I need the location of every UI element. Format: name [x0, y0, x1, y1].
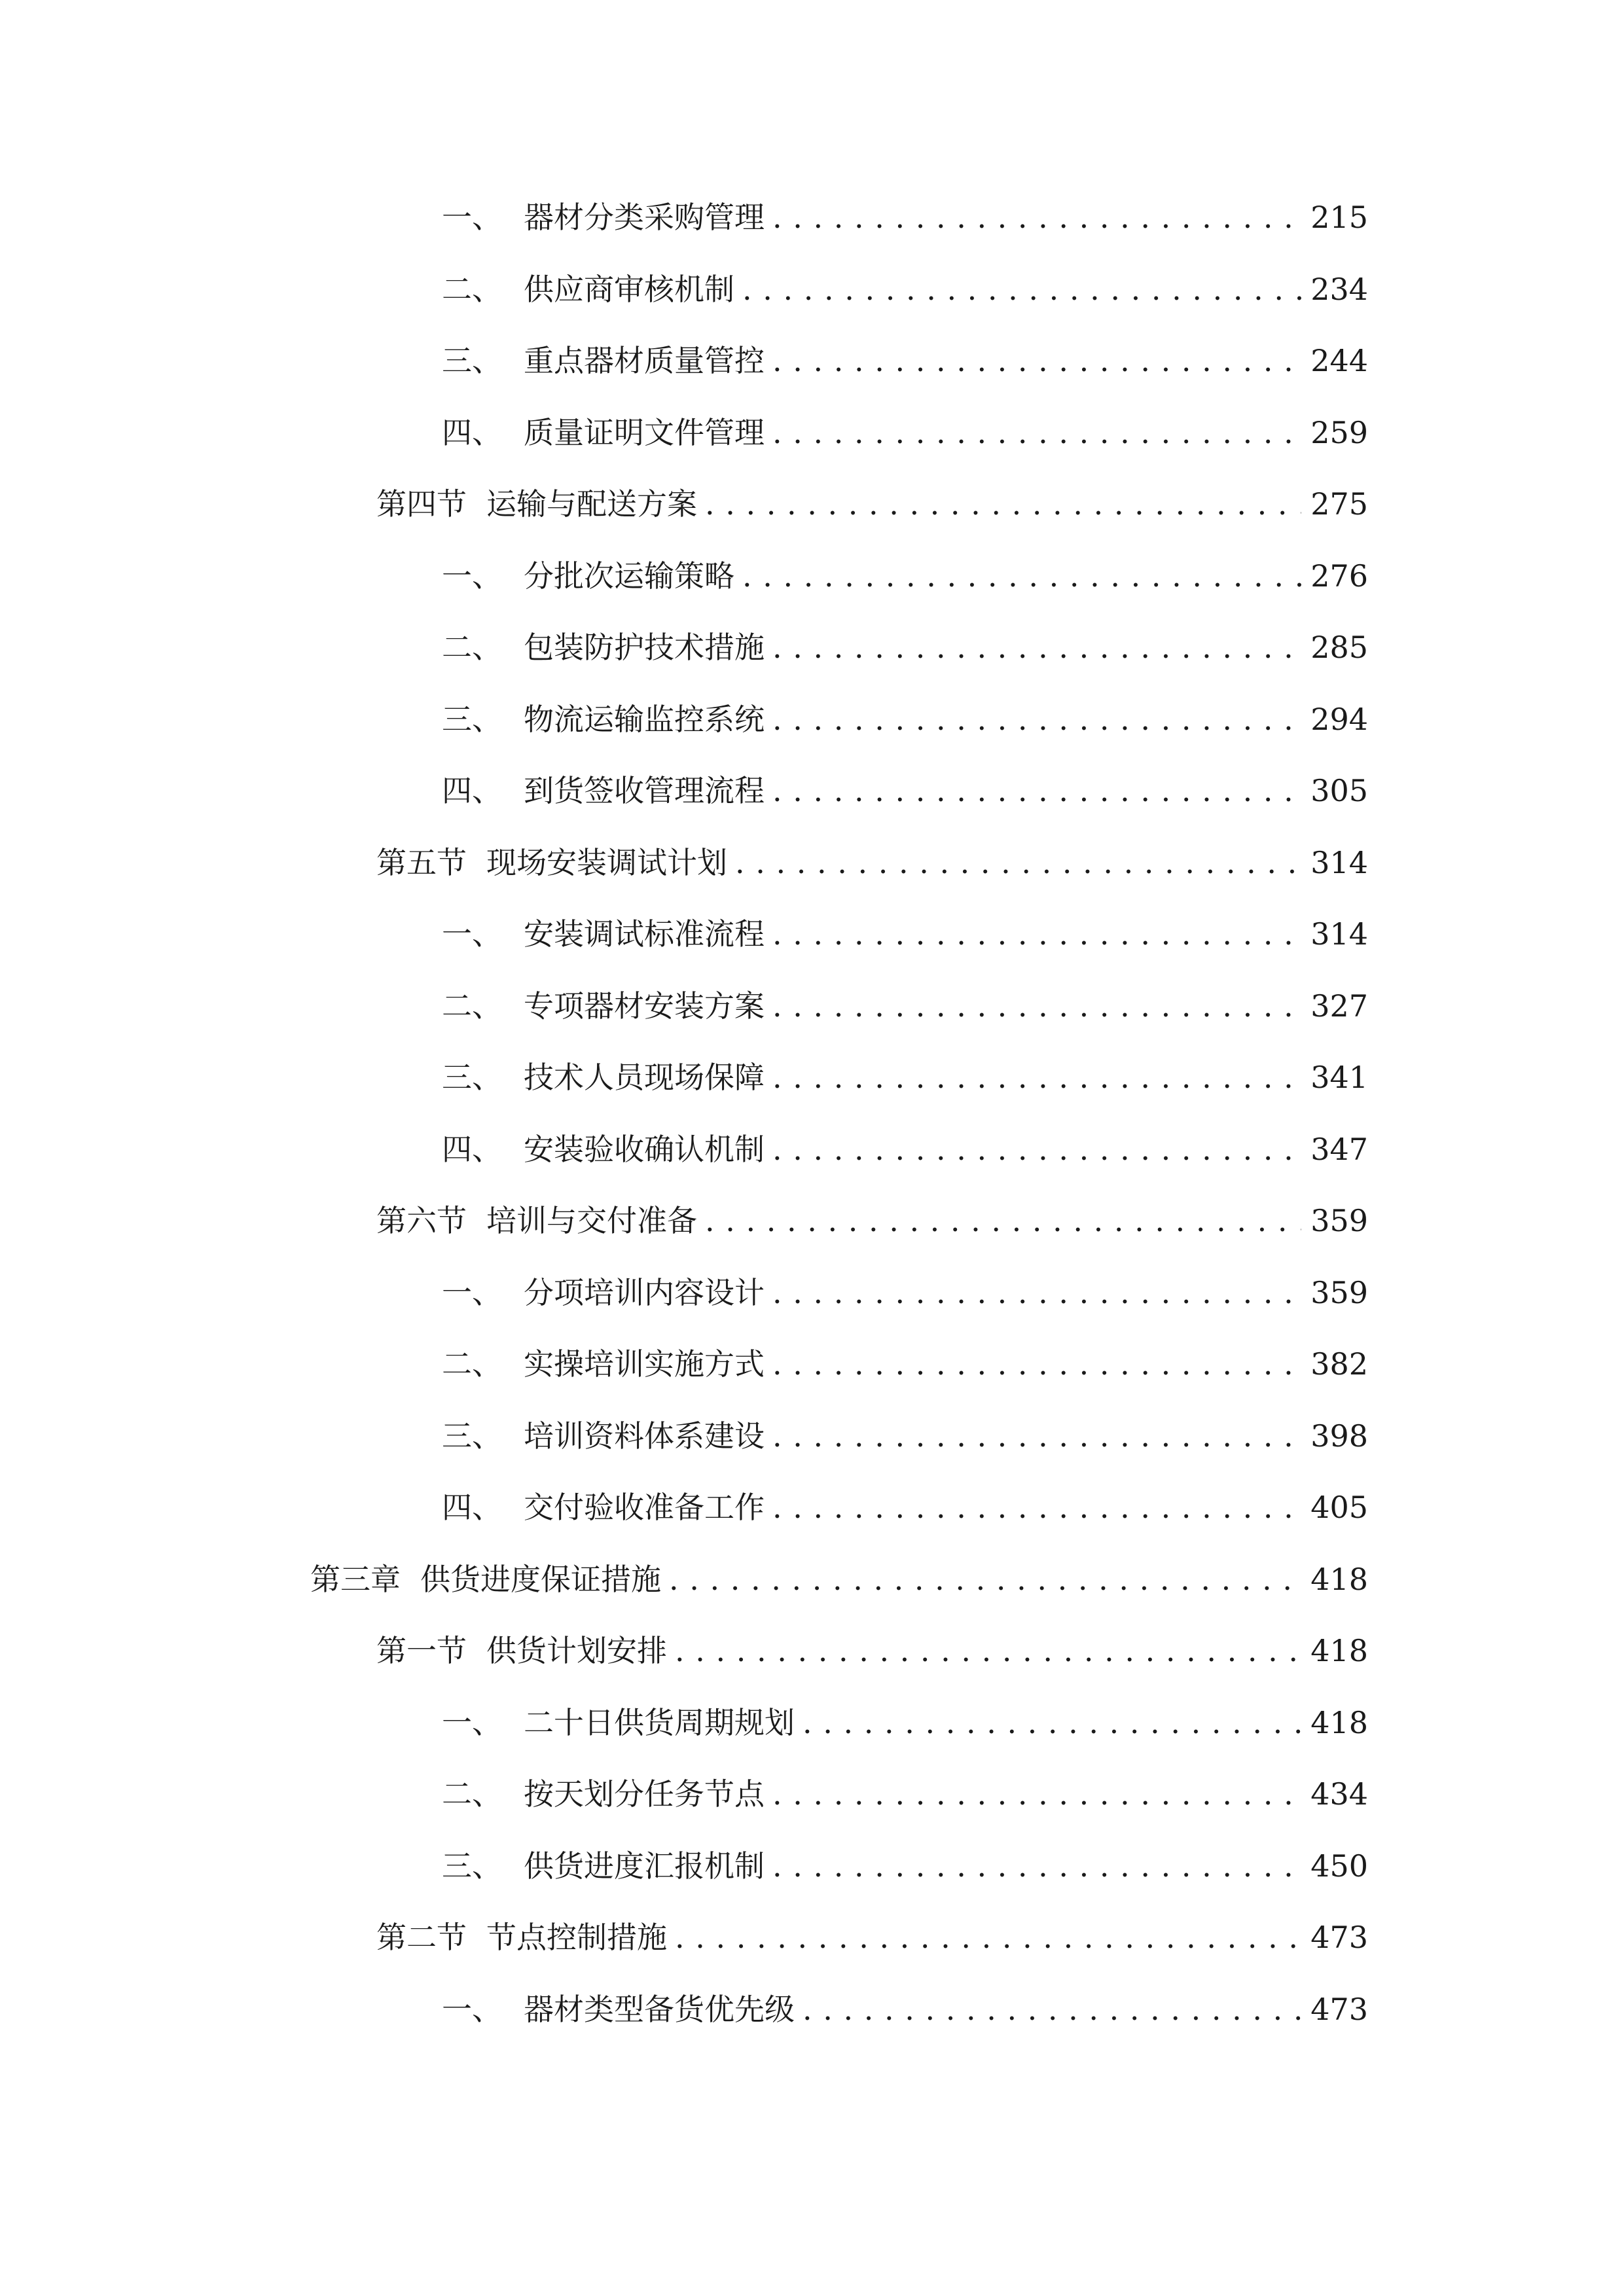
- toc-entry-number: 一、: [442, 1992, 502, 2027]
- toc-entry[interactable]: [442, 191, 1368, 243]
- toc-entry-title: 供货计划安排: [486, 1633, 667, 1668]
- toc-entry-title: 质量证明文件管理: [524, 415, 765, 450]
- toc-entry-title: 培训与交付准备: [486, 1203, 697, 1238]
- toc-entry-number: 一、: [442, 1275, 502, 1310]
- toc-entry[interactable]: [442, 1051, 1368, 1103]
- dot-leader: [803, 1696, 1301, 1749]
- dot-leader: [772, 1123, 1301, 1175]
- toc-entry-title: 安装验收确认机制: [524, 1132, 765, 1167]
- toc-entry-title: 运输与配送方案: [486, 486, 697, 522]
- toc-entry-page: 418: [1310, 1562, 1368, 1597]
- toc-entry-number: 二、: [442, 988, 502, 1024]
- toc-entry-number: 一、: [442, 558, 502, 594]
- dot-leader: [803, 1983, 1301, 2036]
- toc-entry-page: 382: [1310, 1346, 1368, 1382]
- toc-entry[interactable]: [442, 550, 1368, 602]
- toc-entry-page: 215: [1310, 200, 1368, 235]
- toc-entry-title: 器材类型备货优先级: [524, 1992, 795, 2027]
- toc-entry-page: 294: [1310, 702, 1368, 737]
- toc-entry-number: 第二节: [376, 1920, 467, 1955]
- toc-entry-title: 物流运输监控系统: [524, 702, 765, 737]
- toc-entry-number: 三、: [442, 1060, 502, 1095]
- toc-entry-number: 四、: [442, 1132, 502, 1167]
- toc-entry-number: 二、: [442, 272, 502, 307]
- toc-entry-title: 实操培训实施方式: [524, 1346, 765, 1382]
- toc-entry-page: 359: [1310, 1275, 1368, 1310]
- toc-entry[interactable]: [442, 1481, 1368, 1534]
- toc-entry[interactable]: [376, 1194, 1368, 1247]
- toc-entry[interactable]: [442, 1696, 1368, 1749]
- dot-leader: [772, 1410, 1301, 1462]
- toc-entry[interactable]: [376, 1624, 1368, 1677]
- toc-entry-number: 二、: [442, 630, 502, 665]
- toc-entry-page: 450: [1310, 1848, 1368, 1884]
- toc-entry-number: 三、: [442, 1848, 502, 1884]
- toc-entry-number: 第五节: [376, 845, 467, 880]
- toc-entry-page: 359: [1310, 1203, 1368, 1238]
- toc-entry-number: 四、: [442, 773, 502, 808]
- toc-entry[interactable]: [442, 1840, 1368, 1892]
- dot-leader: [772, 908, 1301, 960]
- dot-leader: [735, 836, 1301, 889]
- toc-entry-title: 供货进度保证措施: [420, 1562, 661, 1597]
- toc-entry-title: 按天划分任务节点: [524, 1776, 765, 1812]
- dot-leader: [772, 1051, 1301, 1103]
- toc-entry[interactable]: [376, 836, 1368, 889]
- toc-entry[interactable]: [442, 334, 1368, 387]
- toc-entry-number: 四、: [442, 1490, 502, 1525]
- toc-entry-number: 第三章: [310, 1562, 401, 1597]
- dot-leader: [675, 1624, 1301, 1677]
- dot-leader: [772, 1338, 1301, 1390]
- toc-entry-page: 418: [1310, 1633, 1368, 1668]
- toc-entry-page: 347: [1310, 1132, 1368, 1167]
- toc-entry-page: 341: [1310, 1060, 1368, 1095]
- toc-entry-number: 一、: [442, 916, 502, 952]
- toc-entry-title: 安装调试标准流程: [524, 916, 765, 952]
- toc-entry[interactable]: [442, 980, 1368, 1032]
- dot-leader: [772, 1768, 1301, 1820]
- dot-leader: [772, 406, 1301, 459]
- toc-entry[interactable]: [442, 764, 1368, 817]
- toc-entry-title: 包装防护技术措施: [524, 630, 765, 665]
- dot-leader: [772, 1481, 1301, 1534]
- toc-entry-page: 418: [1310, 1705, 1368, 1740]
- toc-entry-number: 二、: [442, 1776, 502, 1812]
- dot-leader: [742, 550, 1301, 602]
- toc-entry[interactable]: [376, 478, 1368, 530]
- dot-leader: [675, 1911, 1301, 1964]
- dot-leader: [772, 334, 1301, 387]
- toc-entry-page: 473: [1310, 1992, 1368, 2027]
- dot-leader: [705, 1194, 1301, 1247]
- toc-entry-number: 三、: [442, 702, 502, 737]
- dot-leader: [669, 1553, 1301, 1605]
- toc-entry-page: 434: [1310, 1776, 1368, 1812]
- toc-entry-title: 培训资料体系建设: [524, 1418, 765, 1454]
- toc-entry-page: 314: [1310, 916, 1368, 952]
- toc-entry-page: 405: [1310, 1490, 1368, 1525]
- toc-entry-number: 第四节: [376, 486, 467, 522]
- toc-entry-title: 分项培训内容设计: [524, 1275, 765, 1310]
- toc-entry-page: 275: [1310, 486, 1368, 522]
- toc-entry-page: 285: [1310, 630, 1368, 665]
- dot-leader: [772, 980, 1301, 1032]
- toc-entry-title: 现场安装调试计划: [486, 845, 727, 880]
- dot-leader: [705, 478, 1301, 530]
- toc-entry-number: 三、: [442, 1418, 502, 1454]
- toc-entry-page: 314: [1310, 845, 1368, 880]
- dot-leader: [772, 693, 1301, 745]
- toc-entry-title: 供应商审核机制: [524, 272, 734, 307]
- toc-entry-number: 一、: [442, 200, 502, 235]
- toc-entry-page: 398: [1310, 1418, 1368, 1454]
- toc-entry-page: 276: [1310, 558, 1368, 594]
- toc-entry[interactable]: [442, 621, 1368, 673]
- toc-entry-page: 327: [1310, 988, 1368, 1024]
- dot-leader: [772, 621, 1301, 673]
- toc-entry-number: 第六节: [376, 1203, 467, 1238]
- toc-entry-title: 重点器材质量管控: [524, 343, 765, 378]
- toc-entry[interactable]: [442, 693, 1368, 745]
- toc-entry-title: 二十日供货周期规划: [524, 1705, 795, 1740]
- toc-entry[interactable]: [442, 1266, 1368, 1319]
- dot-leader: [772, 764, 1301, 817]
- toc-entry[interactable]: [376, 1911, 1368, 1964]
- toc-entry[interactable]: [442, 1768, 1368, 1820]
- toc-entry[interactable]: [442, 1123, 1368, 1175]
- dot-leader: [742, 263, 1301, 315]
- toc-entry[interactable]: [442, 406, 1368, 459]
- toc-entry-number: 第一节: [376, 1633, 467, 1668]
- toc-entry[interactable]: [442, 908, 1368, 960]
- toc-entry[interactable]: [442, 1983, 1368, 2036]
- toc-entry-title: 节点控制措施: [486, 1920, 667, 1955]
- dot-leader: [772, 1840, 1301, 1892]
- toc-entry-number: 四、: [442, 415, 502, 450]
- toc-entry[interactable]: [310, 1553, 1368, 1605]
- toc-entry-title: 技术人员现场保障: [524, 1060, 765, 1095]
- toc-entry-page: 305: [1310, 773, 1368, 808]
- toc-entry-title: 到货签收管理流程: [524, 773, 765, 808]
- dot-leader: [772, 191, 1301, 243]
- toc-entry[interactable]: [442, 263, 1368, 315]
- toc-entry-page: 234: [1310, 272, 1368, 307]
- toc-entry-title: 分批次运输策略: [524, 558, 734, 594]
- toc-entry-title: 交付验收准备工作: [524, 1490, 765, 1525]
- toc-entry-number: 二、: [442, 1346, 502, 1382]
- toc-entry-title: 供货进度汇报机制: [524, 1848, 765, 1884]
- toc-entry[interactable]: [442, 1338, 1368, 1390]
- toc-entry-title: 器材分类采购管理: [524, 200, 765, 235]
- dot-leader: [772, 1266, 1301, 1319]
- toc-entry-page: 473: [1310, 1920, 1368, 1955]
- toc-entry-page: 259: [1310, 415, 1368, 450]
- toc-entry-page: 244: [1310, 343, 1368, 378]
- toc-entry-title: 专项器材安装方案: [524, 988, 765, 1024]
- toc-entry-number: 一、: [442, 1705, 502, 1740]
- toc-entry[interactable]: [442, 1410, 1368, 1462]
- toc-entry-number: 三、: [442, 343, 502, 378]
